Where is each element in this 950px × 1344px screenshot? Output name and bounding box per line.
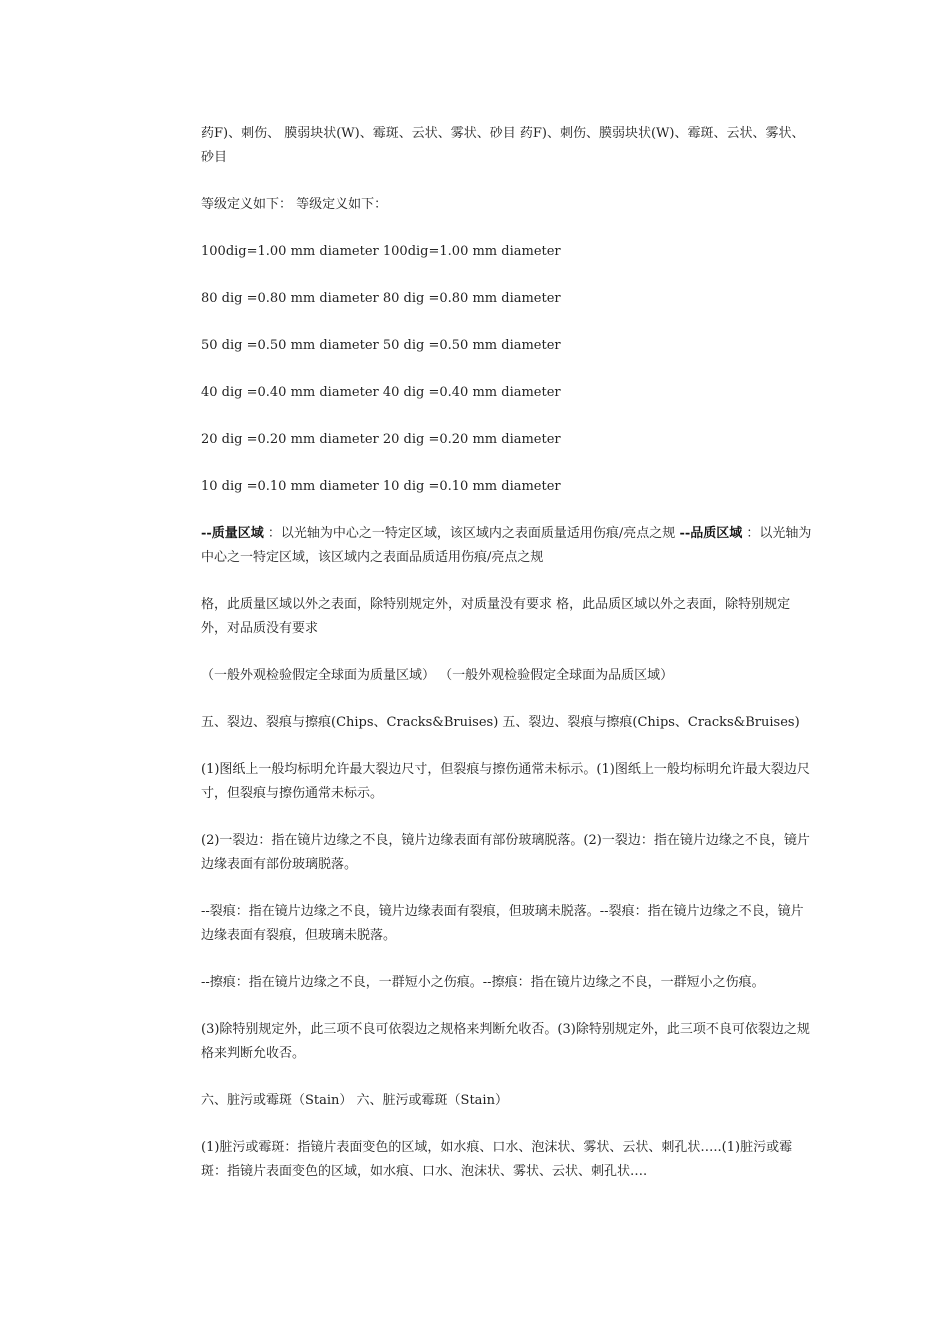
paragraph-chips-1: (1)图纸上一般均标明允许最大裂边尺寸，但裂痕与擦伤通常未标示。(1)图纸上一般均标明允许最大裂边尺寸，但裂痕与擦伤通常未标示。 — [201, 762, 810, 801]
paragraph-zone-outside: 格，此质量区域以外之表面，除特别规定外，对质量没有要求 格，此品质区域以外之表面，除特别规定外，对品质没有要求 — [201, 597, 791, 636]
paragraph-grade-80: 80 dig =0.80 mm diameter 80 dig =0.80 mm diameter — [201, 291, 561, 306]
quality-zone-term: --质量区域 — [201, 526, 264, 541]
paragraph-defect-list: 药F)、刺伤、 膜弱块状(W)、霉斑、云状、雾状、砂目 药F)、刺伤、膜弱块状(W)、霉斑、云状、雾状、砂目 — [201, 126, 805, 165]
paragraph-zone-note: （一般外观检验假定全球面为质量区域） （一般外观检验假定全球面为品质区域） — [201, 668, 674, 683]
paragraph-grade-40: 40 dig =0.40 mm diameter 40 dig =0.40 mm diameter — [201, 385, 561, 400]
paragraph-chips-3: (3)除特别规定外，此三项不良可依裂边之规格来判断允收否。(3)除特别规定外，此三项不良可依裂边之规格来判断允收否。 — [201, 1022, 810, 1061]
section-heading-chips-cracks: 五、裂边、裂痕与擦痕(Chips、Cracks&Bruises) 五、裂边、裂痕与擦痕(Chips、Cracks&Bruises) — [201, 715, 800, 730]
paragraph-cracks: --裂痕：指在镜片边缘之不良，镜片边缘表面有裂痕，但玻璃未脱落。--裂痕：指在镜片边缘之不良，镜片边缘表面有裂痕，但玻璃未脱落。 — [201, 904, 804, 943]
quality-zone-definition-alt: ：以光轴为中心之一特定区域，该区域内之表面品质适用伤痕/亮点之规 — [201, 526, 812, 565]
paragraph-stain-1: (1)脏污或霉斑：指镜片表面变色的区域，如水痕、口水、泡沫状、雾状、云状、刺孔状…..(1)脏污或霉斑：指镜片表面变色的区域，如水痕、口水、泡沫状、雾状、云状、刺孔状…. — [201, 1140, 793, 1179]
document-body — [201, 122, 813, 1207]
quality-zone-term-alt: --品质区域 — [679, 526, 743, 541]
paragraph-bruises: --擦痕：指在镜片边缘之不良，一群短小之伤痕。--擦痕：指在镜片边缘之不良，一群短小之伤痕。 — [201, 975, 765, 990]
paragraph-grade-20: 20 dig =0.20 mm diameter 20 dig =0.20 mm diameter — [201, 432, 561, 447]
paragraph-grade-100: 100dig=1.00 mm diameter 100dig=1.00 mm diameter — [201, 244, 561, 259]
paragraph-grade-50: 50 dig =0.50 mm diameter 50 dig =0.50 mm diameter — [201, 338, 561, 353]
quality-zone-definition: ：以光轴为中心之一特定区域，该区域内之表面质量适用伤痕/亮点之规 — [263, 526, 680, 541]
paragraph-grade-10: 10 dig =0.10 mm diameter 10 dig =0.10 mm diameter — [201, 479, 561, 494]
paragraph-grade-definition-heading: 等级定义如下： 等级定义如下： — [201, 197, 388, 212]
paragraph-quality-zone — [201, 522, 813, 570]
section-heading-stain: 六、脏污或霉斑（Stain） 六、脏污或霉斑（Stain） — [201, 1093, 508, 1108]
paragraph-chips-2: (2)一裂边：指在镜片边缘之不良，镜片边缘表面有部份玻璃脱落。(2)一裂边：指在镜片边缘之不良，镜片边缘表面有部份玻璃脱落。 — [201, 833, 810, 872]
